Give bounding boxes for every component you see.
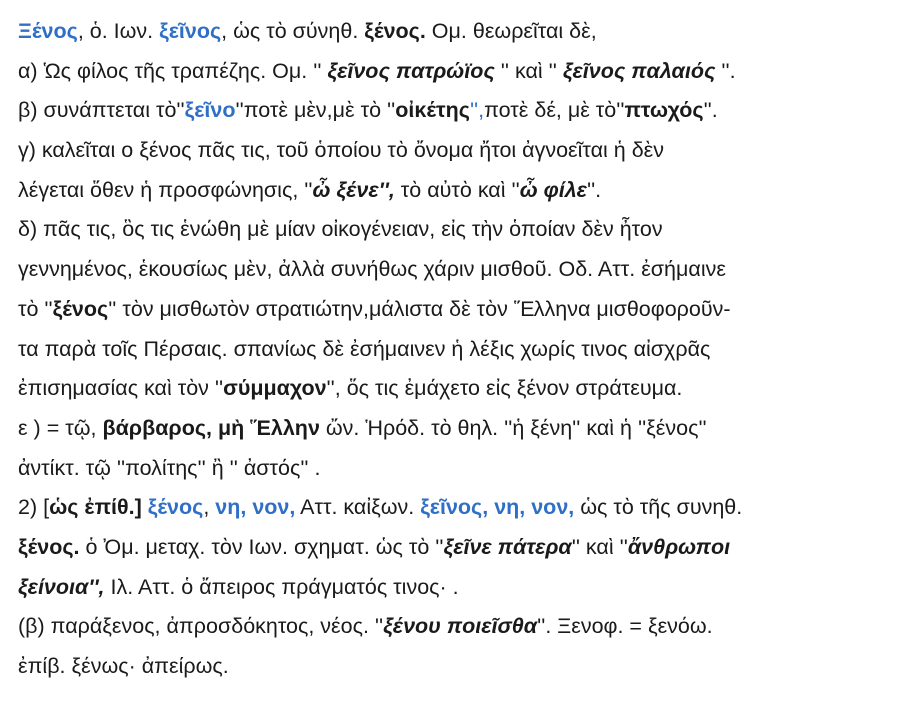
text-line <box>18 250 900 290</box>
text-run: ''. <box>703 98 718 123</box>
text-line <box>18 607 900 647</box>
text-run: '' τὸν μισθωτὸν στρατιώτην,μάλιστα δὲ τὸν Ἕλληνα μισθοφοροῦν- <box>108 296 731 321</box>
text-run: λέγεται ὅθεν ἡ προσφώνησις, '' <box>18 177 313 202</box>
quoted-phrase: ὦ ξένε'', <box>312 177 395 202</box>
text-line <box>18 12 900 52</box>
quoted-phrase: ξεῖνος παλαιός <box>562 58 716 83</box>
text-run: τὸ '' <box>18 296 53 321</box>
bold-term: ξένος <box>52 296 109 321</box>
text-run: '' καὶ '' <box>494 58 563 83</box>
headword-variant: ξεῖνο <box>184 98 236 123</box>
text-line <box>18 449 900 489</box>
headword: Ξένος <box>18 19 78 43</box>
text-run: ἐπισημασίας καὶ τὸν '' <box>18 376 224 401</box>
text-run: Αττ. καἰξων. <box>295 495 421 520</box>
text-run: γεννημένος, ἑκουσίως μὲν, ἀλλὰ συνήθως χάριν μισθοῦ. Οδ. Αττ. ἐσήμαινε <box>18 257 726 282</box>
text-line <box>18 528 900 568</box>
text-line <box>18 290 900 330</box>
text-run: ''ποτὲ μὲν,μὲ τὸ '' <box>235 98 396 123</box>
text-run: 2) [ <box>18 495 50 520</box>
headword-variant: ξένος <box>147 495 204 520</box>
text-run: '', <box>469 98 485 123</box>
bold-term: ὡς ἐπίθ.] <box>49 495 142 520</box>
text-run: ''. <box>715 58 736 83</box>
quoted-phrase: ξεῖνος πατρώϊος <box>327 58 495 83</box>
text-line <box>18 488 900 528</box>
text-line <box>18 171 900 211</box>
bold-term: σύμμαχον <box>223 376 327 401</box>
text-run: ποτὲ δέ, μὲ τὸ'' <box>484 98 625 123</box>
text-run: ὤν. Ἡρόδ. τὸ θηλ. ''ἡ ξένη'' καὶ ἡ ''ξένος'' <box>319 415 707 440</box>
text-run: α) Ὡς φίλος τῆς τραπέζης. Ομ. '' <box>18 58 328 83</box>
headword-variant: νη, νον, <box>215 495 296 520</box>
text-run: Ιλ. Αττ. ὁ ἄπειρος πράγματός τινος· . <box>104 574 459 599</box>
bold-term: ξένος. <box>364 19 426 43</box>
text-run: ''. Ξενοφ. = ξενόω. <box>537 614 713 639</box>
text-line <box>18 568 900 608</box>
quoted-phrase: ξείνοια'', <box>18 574 105 599</box>
text-run: ''. <box>586 177 602 202</box>
quoted-phrase: ξένου ποιεῖσθα <box>383 614 538 639</box>
text-line <box>18 330 900 370</box>
text-line <box>18 369 900 409</box>
text-line <box>18 91 900 131</box>
text-run: τὸ αὐτὸ καὶ '' <box>394 177 520 202</box>
bold-term: οἰκέτης <box>395 98 470 123</box>
text-line <box>18 52 900 92</box>
dictionary-entry <box>18 12 900 687</box>
text-run: ἐπίβ. ξένως· ἀπείρως. <box>18 654 229 678</box>
text-run: '', ὅς τις ἐμάχετο εἰς ξένον στράτευμα. <box>326 376 683 401</box>
text-run: (β) παράξενος, ἀπροσδόκητος, νέος. '' <box>18 614 384 639</box>
text-run: '' καὶ '' <box>571 534 628 559</box>
text-run: Ομ. θεωρεῖται δὲ, <box>425 19 597 43</box>
text-line <box>18 131 900 171</box>
text-run: ε ) = τῷ, <box>18 415 103 440</box>
text-run: ὁ Ὀμ. μεταχ. τὸν Ιων. σχηματ. ὡς τὸ '' <box>79 534 444 559</box>
bold-term: ξένος. <box>18 534 80 559</box>
headword-variant: ξεῖνος, νη, νον, <box>420 495 575 520</box>
bold-term: πτωχός <box>624 98 704 123</box>
text-run: ὡς τὸ τῆς συνηθ. <box>574 495 743 520</box>
headword-variant: ξεῖνος <box>159 19 222 43</box>
text-run: δ) πᾶς τις, ὃς τις ἑνώθη μὲ μίαν οἰκογένειαν, εἰς τὴν ὁποίαν δὲν ἦτον <box>18 217 663 242</box>
quoted-phrase: ἄνθρωποι <box>627 534 731 559</box>
text-run: γ) καλεῖται ο ξένος πᾶς τις, τοῦ ὁποίου τὸ ὄνομα ἤτοι ἀγνοεῖται ἡ δὲν <box>18 138 665 163</box>
quoted-phrase: ὦ φίλε <box>519 177 587 202</box>
text-run: , ὡς τὸ σύνηθ. <box>221 19 365 43</box>
text-line <box>18 647 900 687</box>
quoted-phrase: ξεῖνε πάτερα <box>443 534 572 559</box>
text-run: , ὁ. Ιων. <box>77 19 160 43</box>
text-line <box>18 409 900 449</box>
bold-term: βάρβαρος, μὴ Ἕλλην <box>102 415 320 440</box>
text-run: β) συνάπτεται τὸ'' <box>18 98 185 123</box>
text-line <box>18 210 900 250</box>
text-run: ἀντίκτ. τῷ ''πολίτης'' ἢ '' ἀστός'' . <box>18 455 321 480</box>
text-run: , <box>203 495 216 520</box>
text-run: τα παρὰ τοῖς Πέρσαις. σπανίως δὲ ἐσήμαινεν ἡ λέξις χωρίς τινος αἰσχρᾶς <box>18 336 711 361</box>
